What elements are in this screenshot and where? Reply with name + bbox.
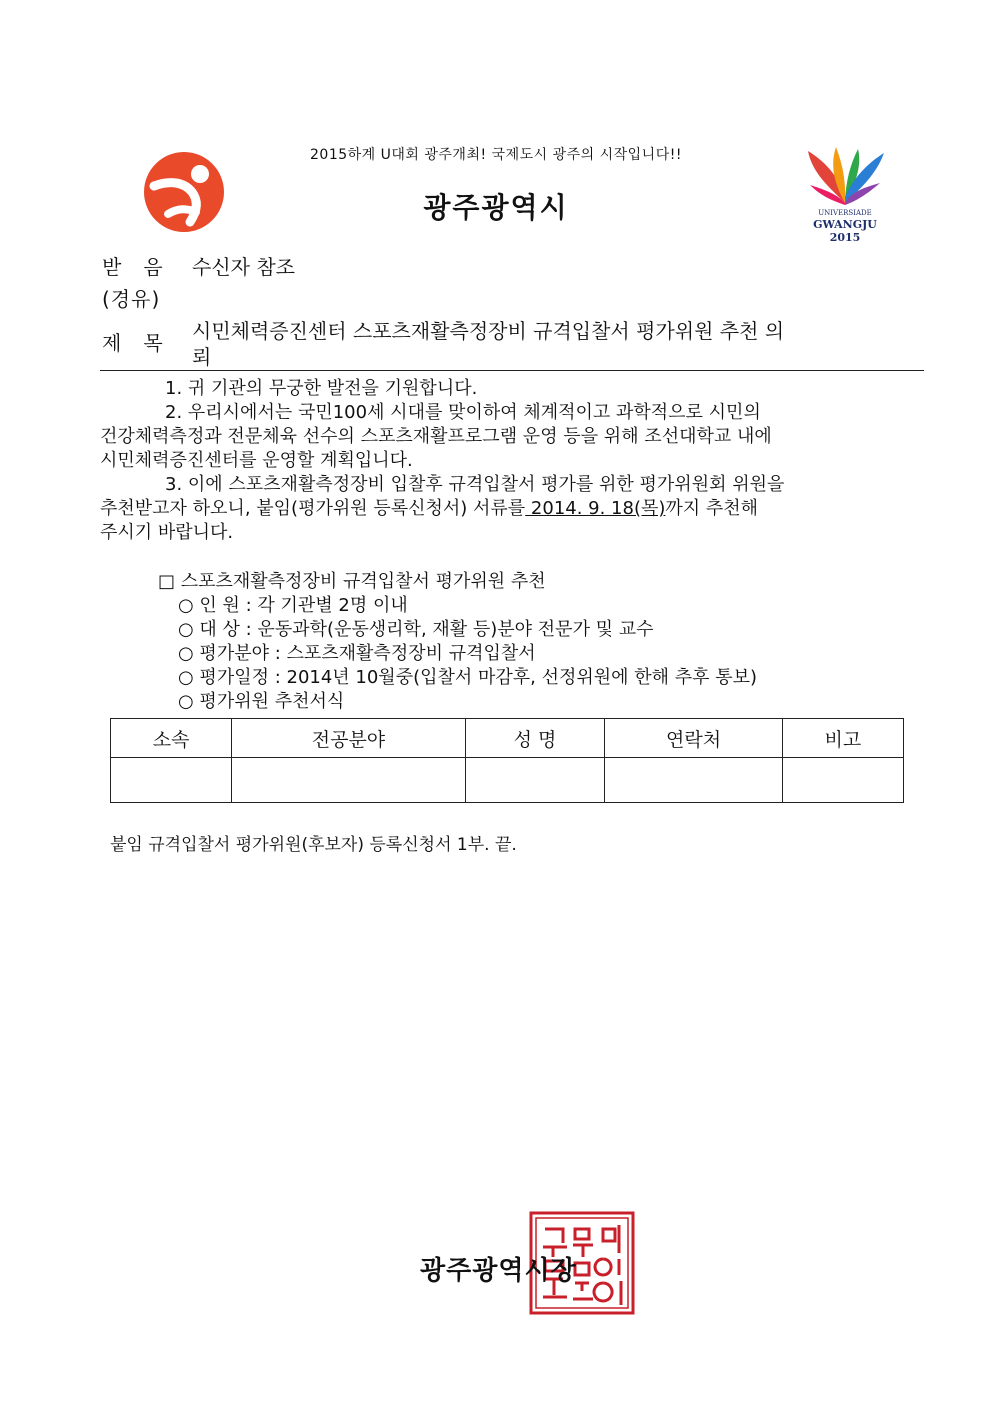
via-label: (경유) xyxy=(102,287,161,311)
recommendation-section xyxy=(158,570,757,714)
list-item: ○ 평가분야 : 스포츠재활측정장비 규격입찰서 xyxy=(178,643,536,664)
gwangju-2015-label: GWANGJU 2015 xyxy=(813,218,877,244)
paragraph-2-line-2: 건강체력측정과 전문체육 선수의 스포츠재활프로그램 운영 등을 위해 조선대학교 내에 xyxy=(100,426,772,447)
subject-line-2: 뢰 xyxy=(192,345,212,369)
list-item: ○ 평가위원 추천서식 xyxy=(178,691,345,712)
subject-label: 제목 xyxy=(102,331,185,355)
slogan: 2015하계 U대회 광주개최! 국제도시 광주의 시작입니다!! xyxy=(310,147,682,163)
table-cell xyxy=(782,758,903,803)
list-item: ○ 평가일정 : 2014년 10월중(입찰서 마감후, 선정위원에 한해 추후 통보) xyxy=(178,667,758,688)
paragraph-3-line-2-tail: 까지 추천해 xyxy=(665,498,759,519)
paragraph-1: 1. 귀 기관의 무궁한 발전을 기원합니다. xyxy=(165,378,478,399)
document-issuer: 광주광역시 xyxy=(423,191,569,224)
paragraph-3-line-2 xyxy=(100,497,920,521)
table-cell xyxy=(111,758,232,803)
universiade-flame-icon xyxy=(800,143,890,209)
attachment-note: 붙임 규격입찰서 평가위원(후보자) 등록신청서 1부. 끝. xyxy=(110,835,517,855)
recommendation-form-table xyxy=(110,718,904,803)
paragraph-3-line-2-text: 추천받고자 하오니, 붙임(평가위원 등록신청서) 서류를 xyxy=(100,498,526,519)
recipient-label: 받음 xyxy=(102,255,185,279)
list-item: ○ 대 상 : 운동과학(운동생리학, 재활 등)분야 전문가 및 교수 xyxy=(178,619,654,640)
recipient-value: 수신자 참조 xyxy=(192,255,295,279)
column-header: 전공분야 xyxy=(232,719,465,758)
body-text xyxy=(100,377,920,545)
sender-signature: 광주광역시장 xyxy=(420,1256,577,1286)
paragraph-2-line-3: 시민체력증진센터를 운영할 계획입니다. xyxy=(100,450,413,471)
table-row xyxy=(111,758,904,803)
paragraph-3-line-3: 주시기 바랍니다. xyxy=(100,522,234,543)
header-divider xyxy=(100,370,924,371)
list-item: ○ 인 원 : 각 기관별 2명 이내 xyxy=(178,595,408,616)
column-header: 소속 xyxy=(111,719,232,758)
table-header-row xyxy=(111,719,904,758)
column-header: 비고 xyxy=(782,719,903,758)
table-cell xyxy=(465,758,605,803)
section-title: □ 스포츠재활측정장비 규격입찰서 평가위원 추천 xyxy=(158,571,546,592)
subject-line-1: 시민체력증진센터 스포츠재활측정장비 규격입찰서 평가위원 추천 의 xyxy=(192,319,785,343)
column-header: 성 명 xyxy=(465,719,605,758)
table-cell xyxy=(232,758,465,803)
paragraph-3-line-1: 3. 이에 스포츠재활측정장비 입찰후 규격입찰서 평가를 위한 평가위원회 위원을 xyxy=(165,474,785,495)
universiade-label: UNIVERSIADE xyxy=(818,209,872,217)
universiade-logo xyxy=(800,143,890,244)
paragraph-2-line-1: 2. 우리시에서는 국민100세 시대를 맞이하여 체계적이고 과학적으로 시민의 xyxy=(165,402,761,423)
deadline-date: 2014. 9. 18(목) xyxy=(525,498,666,519)
table-cell xyxy=(605,758,782,803)
column-header: 연락처 xyxy=(605,719,782,758)
